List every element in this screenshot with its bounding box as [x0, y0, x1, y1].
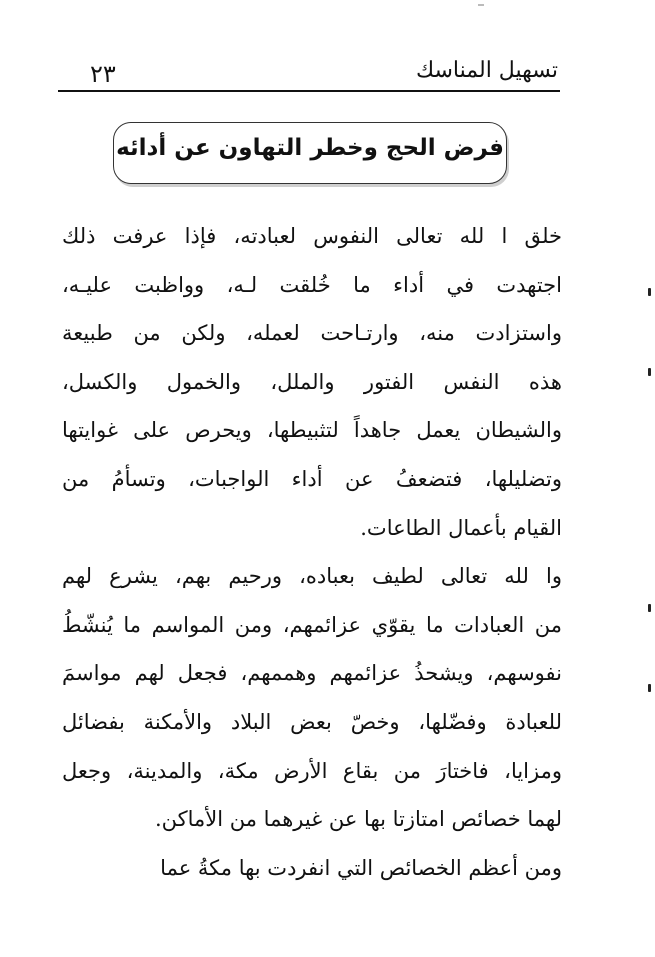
text-line: والشيطان يعمل جاهداً لتثبيطها، ويحرص على غوايتها [62, 418, 562, 443]
text-line: من العبادات ما يقوّي عزائمهم، ومن المواسم ما يُنشّطُ [62, 612, 562, 637]
text-line: ومزايا، فاختارَ من بقاع الأرض مكة، والمدينة، وجعل [62, 758, 562, 783]
margin-mark [648, 604, 651, 612]
text-line: ومن أعظم الخصائص التي انفردت بها مكةُ عما [160, 855, 562, 880]
page-header [58, 58, 560, 92]
text-line: للعبادة وفضّلها، وخصّ بعض البلاد والأمكنة بفضائل [62, 709, 562, 734]
text-line: نفوسهم، ويشحذُ عزائمهم وهممهم، فجعل لهم مواسمَ [62, 661, 562, 686]
text-line: اجتهدت في أداء ما خُلقت لـه، وواظبت عليـه، [62, 272, 562, 297]
margin-mark [648, 368, 651, 376]
body-text [62, 212, 562, 892]
text-line: هذه النفس الفتور والملل، والخمول والكسل، [62, 369, 562, 394]
text-line: واستزادت منه، وارتـاحت لعمله، ولكن من طبيعة [62, 321, 562, 346]
book-title: تسهيل المناسك [415, 58, 558, 83]
text-line: وا لله تعالى لطيف بعباده، ورحيم بهم، يشرع لهم [62, 564, 562, 589]
margin-mark [648, 288, 651, 296]
text-line: خلق ا لله تعالى النفوس لعبادته، فإذا عرفت ذلك [62, 224, 562, 248]
text-line: لهما خصائص امتازتا بها عن غيرهما من الأماكن. [154, 807, 562, 832]
section-title-box [113, 122, 507, 184]
text-line: وتضليلها، فتضعفُ عن أداء الواجبات، وتسأمُ من [62, 466, 562, 491]
section-title: فرض الحج وخطر التهاون عن أدائه [116, 135, 504, 161]
scan-artifact [478, 4, 484, 6]
margin-mark [648, 684, 651, 692]
page-number: ٢٣ [90, 60, 116, 88]
text-line: القيام بأعمال الطاعات. [360, 515, 562, 540]
